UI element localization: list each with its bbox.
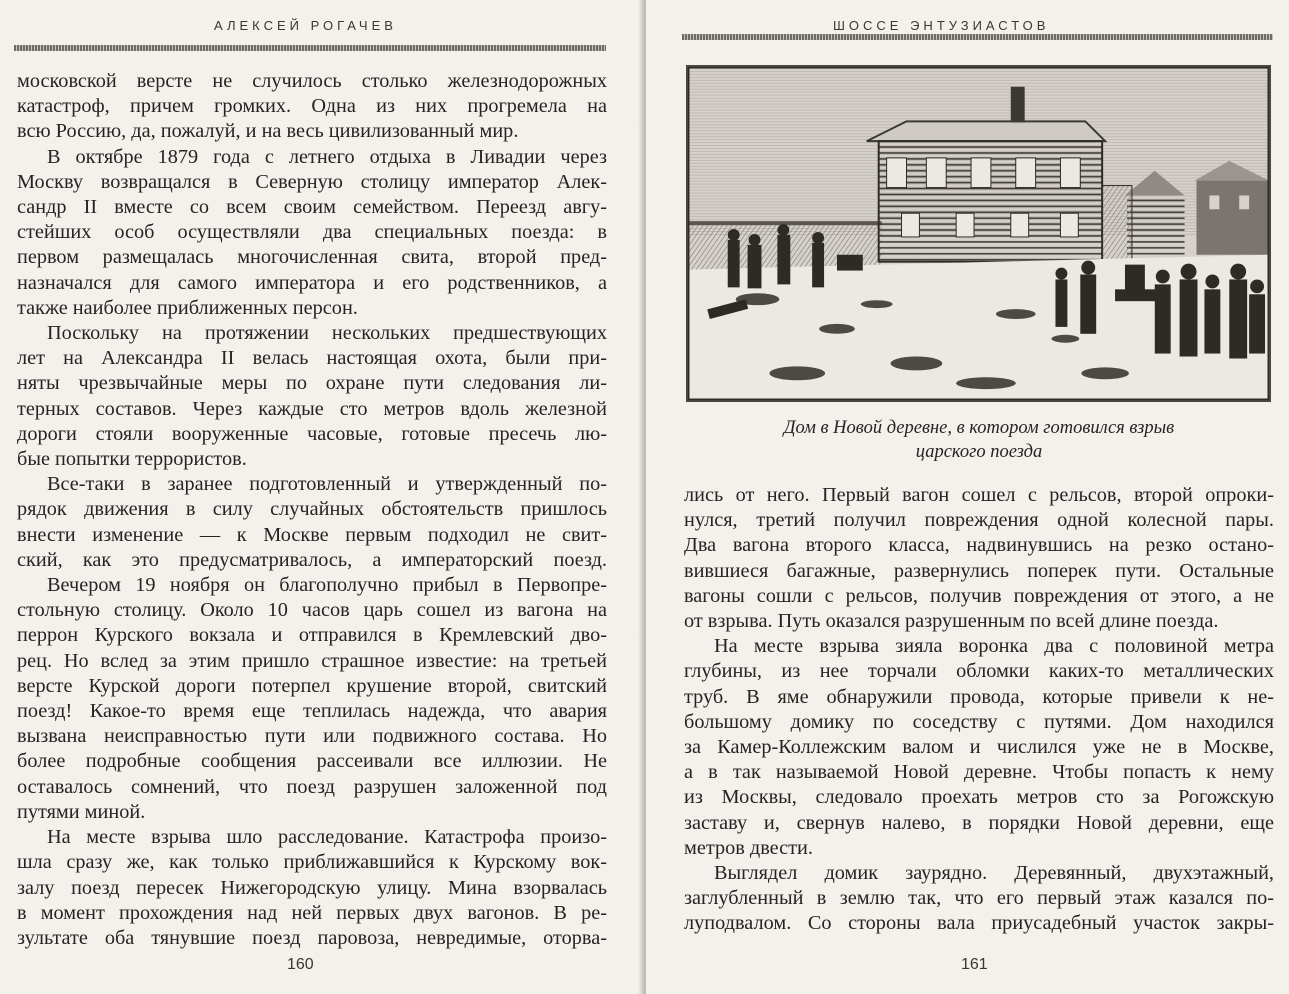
left-header-rule: [14, 45, 606, 51]
right-page-number: 161: [961, 956, 988, 973]
text-line: На месте взрыва зияла воронка два с половиной метра: [714, 635, 1274, 658]
text-line: лет на Александра II велась настоящая охота, были при-: [17, 347, 607, 370]
text-line: вагоны сошли с рельсов, получив повреждения от этого, а не: [684, 584, 1274, 607]
text-line: рец. Но вслед за этим пришло страшное известие: на третьей: [17, 649, 607, 672]
text-line: путями миной.: [17, 800, 146, 823]
text-line: Москву возвращался в Северную столицу император Алек-: [17, 170, 607, 193]
engraving-illustration: [686, 65, 1271, 402]
text-line: московской версте не случилось столько железнодорожных: [17, 70, 607, 92]
text-line: В октябре 1879 года с летнего отдыха в Ливадии через: [47, 145, 607, 168]
text-line: Выглядел домик заурядно. Деревянный, двухэтажный,: [714, 862, 1274, 885]
text-line: Поскольку на протяжении нескольких предшествующих: [47, 322, 607, 345]
right-running-head: ШОССЕ ЭНТУЗИАСТОВ: [833, 18, 1050, 33]
text-line: из Москвы, следовало проехать метров сто за Рогожскую: [684, 786, 1274, 809]
left-body-text: [17, 69, 607, 951]
text-line: заставу и, свернув налево, в порядки Новой деревни, еще: [684, 811, 1274, 834]
text-line: перрон Курского вокзала и отправился в Кремлевский дво-: [17, 624, 607, 647]
text-line: шла сразу же, как только приближавшийся к Курскому вок-: [17, 851, 607, 874]
text-line: версте Курской дороги потерпел крушение второй, свитский: [17, 674, 607, 697]
text-line: в момент прохождения над ней первых двух вагонов. В ре-: [17, 901, 607, 924]
text-line: нулся, третий получил повреждения одной колесной пары.: [684, 509, 1274, 532]
text-line: назначался для самого императора и его родственников, а: [17, 271, 607, 294]
text-line: сандр II вместе со всем своим семейством. Переезд авгу-: [17, 196, 607, 219]
text-line: за Камер-Коллежским валом и числился уже не в Москве,: [684, 736, 1274, 759]
text-line: заглубленный в землю так, что его первый этаж казался по-: [684, 887, 1274, 910]
text-line: ский, как это предусматривалось, а императорский поезд.: [17, 548, 607, 571]
caption-line: царского поезда: [915, 442, 1043, 462]
text-line: стейших особ осуществляли два специальных поезда: в: [17, 221, 607, 244]
left-page-number: 160: [287, 956, 314, 973]
text-line: более подробные сообщения рассеивали все иллюзии. Не: [17, 750, 607, 773]
text-line: рядок движения в силу случайных обстоятельств пришлось: [17, 498, 607, 521]
text-line: лись от него. Первый вагон сошел с рельсов, второй опроки-: [684, 484, 1274, 506]
figure-caption: [684, 416, 1274, 464]
caption-line: Дом в Новой деревне, в котором готовился взрыв: [783, 418, 1175, 438]
left-page: [0, 0, 642, 994]
text-line: Все-таки в заранее подготовленный и утвержденный по-: [47, 473, 607, 496]
text-line: вызвана неисправностью пути или подвижного состава. Но: [17, 725, 607, 748]
text-line: Два вагона второго класса, надвинувшись на резко остано-: [684, 534, 1274, 557]
text-line: а в так называемой Новой деревне. Чтобы попасть к нему: [684, 761, 1274, 784]
right-page: [646, 0, 1289, 994]
text-line: няты чрезвычайные меры по охране пути следования ли-: [17, 372, 607, 395]
text-line: Вечером 19 ноября он благополучно прибыл в Первопре-: [47, 574, 607, 597]
text-line: луподвалом. Со стороны вала приусадебный участок закры-: [684, 912, 1274, 935]
text-line: дороги стояли вооруженные часовые, готовые пресечь лю-: [17, 422, 607, 445]
text-line: глубины, из нее торчали обломки каких-то металлических: [684, 660, 1274, 683]
text-line: большому домику по соседству с путями. Дом находился: [684, 710, 1274, 733]
text-line: труб. В яме обнаружили провода, которые привели к не-: [684, 685, 1274, 708]
text-line: катастроф, причем громких. Одна из них прогремела на: [17, 95, 607, 118]
text-line: также наиболее приближенных персон.: [17, 296, 358, 319]
text-line: оставалось сомнений, что поезд разрушен заложенной под: [17, 775, 607, 798]
text-line: залу поезд пересек Нижегородскую улицу. Мина взорвалась: [17, 876, 607, 899]
text-line: бые попытки террористов.: [17, 448, 247, 471]
left-running-head: АЛЕКСЕЙ РОГАЧЕВ: [214, 18, 397, 33]
text-line: поезд! Какое-то время еще теплилась надежда, что авария: [17, 700, 607, 723]
right-header-rule: [682, 34, 1273, 40]
text-line: зультате оба тянувшие поезд паровоза, невредимые, оторва-: [17, 926, 607, 949]
text-line: от взрыва. Путь оказался разрушенным по всей длине поезда.: [684, 610, 1219, 633]
house-engraving-image: [688, 67, 1269, 400]
text-line: стольную столицу. Около 10 часов царь сошел из вагона на: [17, 599, 607, 622]
text-line: терных составов. Через каждые сто метров вдоль железной: [17, 397, 607, 420]
text-line: метров двести.: [684, 836, 813, 859]
text-line: внести изменение — к Москве первым подходил не свит-: [17, 523, 607, 546]
text-line: первом размещалась многочисленная свита, второй пред-: [17, 246, 607, 269]
right-body-text: [684, 483, 1274, 937]
text-line: На месте взрыва шло расследование. Катастрофа произо-: [47, 826, 607, 849]
text-line: вившиеся багажные, развернулись поперек пути. Остальные: [684, 559, 1274, 582]
text-line: всю Россию, да, пожалуй, и на весь цивилизованный мир.: [17, 120, 519, 143]
